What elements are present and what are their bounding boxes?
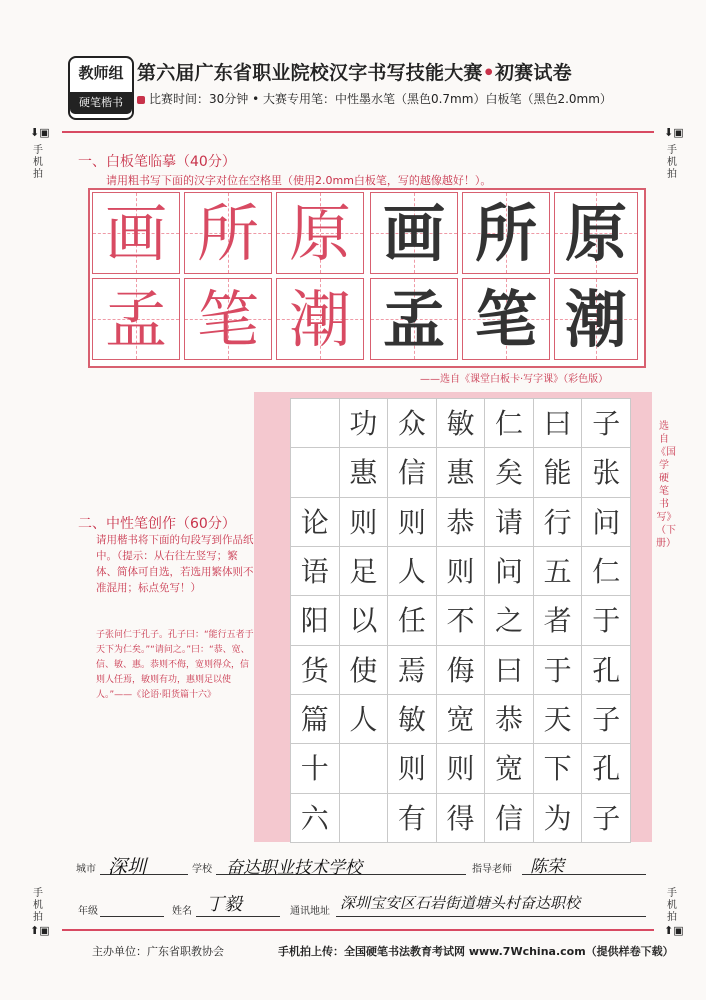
grid-cell: 众 [387,398,437,448]
grade-field[interactable] [100,900,164,917]
grid-cell: 人 [339,694,389,744]
section2-source: 选自《国学硬笔书写》（下册） [656,421,676,549]
side-label-left-top: 手机拍 [33,145,43,180]
grid-cell: 以 [339,595,389,645]
grid-cell: 论 [290,497,340,547]
model-cell [276,192,364,274]
grid-cell: 曰 [533,398,583,448]
copy-cell [370,278,458,360]
name-value: 丁毅 [206,894,242,915]
grid-cell: 篇 [290,694,340,744]
grid-cell: 货 [290,645,340,695]
grid-cell: 下 [533,743,583,793]
title-main: 第六届广东省职业院校汉字书写技能大赛 [137,62,483,84]
badge-bottom-label: 硬笔楷书 [70,92,132,114]
grid-cell: 矣 [484,447,534,497]
copy-cell [462,192,550,274]
model-char: 画 [104,197,167,270]
grid-cell: 焉 [387,645,437,695]
copy-cell [462,278,550,360]
model-char: 孟 [104,283,167,356]
grid-cell: 子 [581,694,631,744]
category-badge [68,56,134,120]
grid-cell: 宽 [484,743,534,793]
grid-cell: 人 [387,546,437,596]
top-divider [62,131,654,133]
subtitle-text: 比赛时间：30分钟 • 大赛专用笔：中性墨水笔（黑色0.7mm）白板笔（黑色2.0mm） [149,92,612,106]
grid-cell: 敏 [387,694,437,744]
grid-cell: 则 [387,497,437,547]
grid-cell: 仁 [484,398,534,448]
grid-cell: 足 [339,546,389,596]
grid-cell: 信 [387,447,437,497]
model-char: 笔 [196,283,259,356]
grid-cell: 宽 [436,694,486,744]
grid-cell: 敏 [436,398,486,448]
copied-char: 笔 [474,283,537,356]
grid-cell: 侮 [436,645,486,695]
bottom-divider [62,929,654,931]
school-value: 奋达职业技术学校 [226,858,362,878]
model-cell [184,278,272,360]
section2-quote: 子张问仁于孔子。孔子曰：“能行五者于天下为仁矣。”“请问之。”曰：“恭、宽、信、敏、惠。恭则不侮，宽则得众，信则人任焉，敏则有功，惠则足以使人。”——《论语·阳货篇十六》 [96,630,254,700]
model-char: 潮 [288,283,351,356]
grid-cell: 子 [581,793,631,843]
grid-cell: 张 [581,447,631,497]
bullet-icon [137,96,145,104]
title-dot: • [482,62,495,84]
side-label-left-bottom: 手机拍 [33,888,43,923]
grid-cell: 问 [581,497,631,547]
grid-cell: 五 [533,546,583,596]
model-cell [184,192,272,274]
grid-cell: 则 [387,743,437,793]
city-label: 城市 [76,864,96,875]
upload-camera-icon: ⬆▣ [30,924,50,937]
upload-info: 手机拍上传：全国硬笔书法教育考试网 www.7Wchina.com（提供样卷下载） [278,945,674,958]
grid-cell: 恭 [484,694,534,744]
writing-grid [290,398,630,842]
organizer: 主办单位：广东省职教协会 [92,945,224,958]
grid-cell [290,447,340,497]
grid-cell: 于 [581,595,631,645]
page-title [137,58,572,85]
grid-cell [339,793,389,843]
copied-char: 孟 [382,283,445,356]
subtitle [137,90,612,107]
side-label-right-bottom: 手机拍 [667,888,677,923]
grid-cell: 阳 [290,595,340,645]
copy-cell [370,192,458,274]
grid-cell: 子 [581,398,631,448]
city-value: 深圳 [108,856,147,878]
copied-char: 画 [382,197,445,270]
grid-cell: 孔 [581,743,631,793]
section2-instruction: 请用楷书将下面的句段写到作品纸中。（提示：从右往左竖写；繁体、简体可自选，若选用繁体则不准混用；标点免写！） [96,534,254,594]
grade-label: 年级 [78,906,98,917]
grid-cell: 六 [290,793,340,843]
model-cell [92,278,180,360]
section1-source: ——选自《课堂白板卡·写字课》（彩色版） [420,374,609,385]
grid-cell: 之 [484,595,534,645]
address-value: 深圳宝安区石岩街道塘头村奋达职校 [340,894,581,912]
grid-cell: 能 [533,447,583,497]
name-label: 姓名 [172,906,192,917]
grid-cell: 任 [387,595,437,645]
grid-cell: 仁 [581,546,631,596]
model-cell [276,278,364,360]
model-char: 原 [288,197,351,270]
badge-top-label: 教师组 [78,64,124,82]
grid-cell: 功 [339,398,389,448]
grid-cell: 十 [290,743,340,793]
grid-cell: 得 [436,793,486,843]
school-label: 学校 [192,864,212,875]
copied-char: 所 [474,197,537,270]
model-cell [92,192,180,274]
grid-cell: 天 [533,694,583,744]
grid-cell: 问 [484,546,534,596]
download-camera-icon: ⬇▣ [30,126,50,139]
download-camera-icon: ⬇▣ [664,126,684,139]
grid-cell: 信 [484,793,534,843]
copied-char: 潮 [564,283,627,356]
section2-heading: 二、中性笔创作（60分） [78,516,236,532]
teacher-label: 指导老师 [472,864,512,875]
grid-cell: 则 [436,743,486,793]
grid-cell: 恭 [436,497,486,547]
copy-cell [554,192,638,274]
grid-cell: 有 [387,793,437,843]
grid-cell: 为 [533,793,583,843]
grid-cell: 者 [533,595,583,645]
grid-cell: 于 [533,645,583,695]
teacher-value: 陈荣 [530,857,564,877]
grid-cell: 语 [290,546,340,596]
model-char: 所 [196,197,259,270]
grid-cell: 孔 [581,645,631,695]
grid-cell: 惠 [339,447,389,497]
grid-cell: 则 [436,546,486,596]
grid-cell: 请 [484,497,534,547]
upload-camera-icon: ⬆▣ [664,924,684,937]
copy-cell [554,278,638,360]
address-label: 通讯地址 [290,906,330,917]
copied-char: 原 [564,197,627,270]
grid-cell: 曰 [484,645,534,695]
grid-cell: 行 [533,497,583,547]
section1-instruction: 请用粗书写下面的汉字对位在空格里（使用2.0mm白板笔，写的越像越好！）。 [106,174,492,187]
grid-cell [339,743,389,793]
grid-cell [290,398,340,448]
grid-cell: 使 [339,645,389,695]
section1-heading: 一、白板笔临摹（40分） [78,154,236,170]
grid-cell: 惠 [436,447,486,497]
side-label-right-top: 手机拍 [667,145,677,180]
title-suffix: 初赛试卷 [494,62,572,84]
grid-cell: 则 [339,497,389,547]
grid-cell: 不 [436,595,486,645]
